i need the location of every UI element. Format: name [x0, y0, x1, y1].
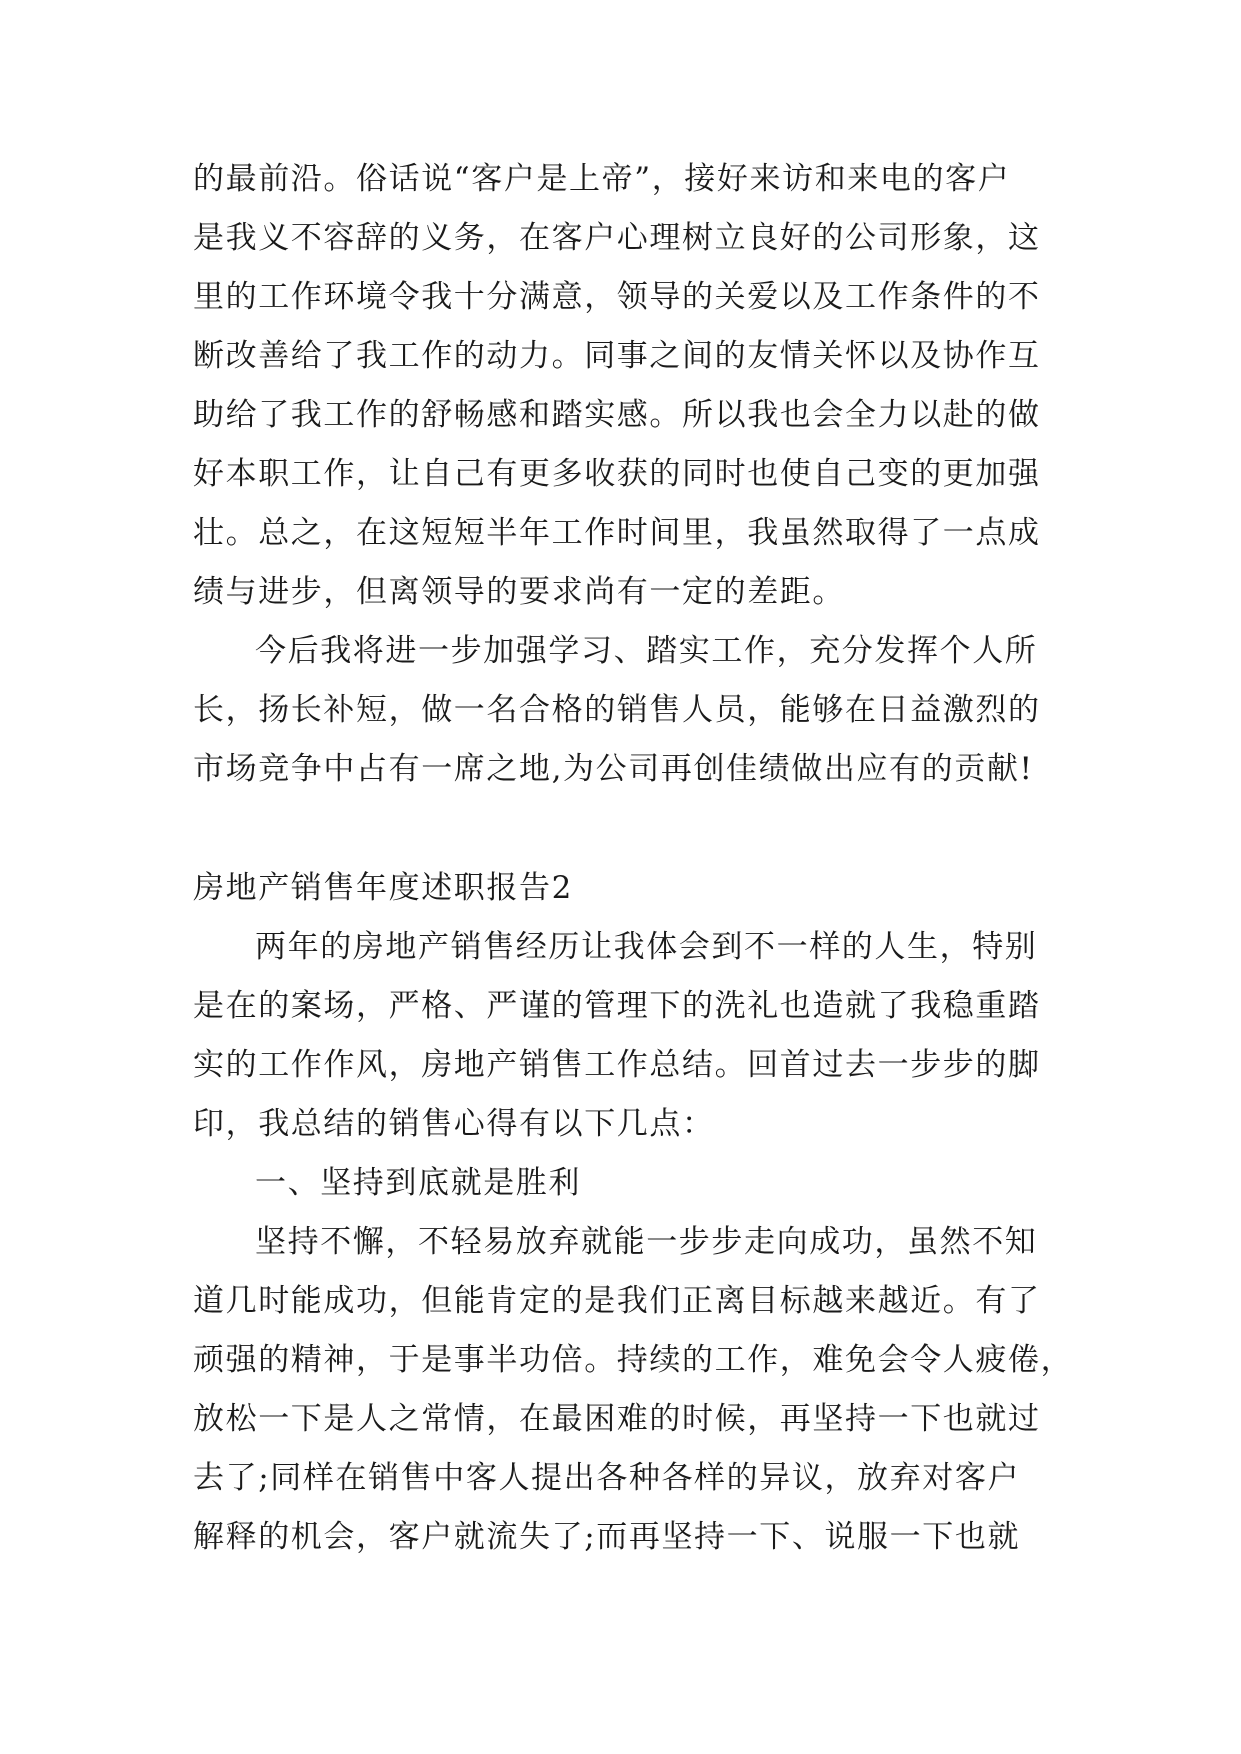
- text-line: 顽强的精神，于是事半功倍。持续的工作，难免会令人疲倦，: [193, 1342, 1074, 1378]
- subheading: 一、坚持到底就是胜利: [255, 1165, 581, 1201]
- text-line: 是在的案场，严格、严谨的管理下的洗礼也造就了我稳重踏: [193, 988, 1041, 1024]
- text-line: 里的工作环境令我十分满意，领导的关爱以及工作条件的不: [193, 279, 1041, 315]
- text-line: 道几时能成功，但能肯定的是我们正离目标越来越近。有了: [193, 1283, 1041, 1319]
- text-line: 坚持不懈，不轻易放弃就能一步步走向成功，虽然不知: [255, 1224, 1038, 1260]
- section-title: 房地产销售年度述职报告2: [193, 870, 573, 906]
- text-line: 实的工作作风，房地产销售工作总结。回首过去一步步的脚: [193, 1047, 1041, 1083]
- text-line: 放松一下是人之常情，在最困难的时候，再坚持一下也就过: [193, 1401, 1041, 1437]
- section-spacer: [193, 799, 1053, 859]
- text-line: 解释的机会，客户就流失了;而再坚持一下、说服一下也就: [193, 1519, 1021, 1555]
- document-body: [193, 150, 1074, 1567]
- paragraph-intro: [193, 918, 1053, 1154]
- text-line: 的最前沿。俗话说“客户是上帝”，接好来访和来电的客户: [193, 161, 1011, 197]
- text-line: 今后我将进一步加强学习、踏实工作，充分发挥个人所: [255, 633, 1038, 669]
- text-line: 长，扬长补短，做一名合格的销售人员，能够在日益激烈的: [193, 692, 1041, 728]
- text-line: 印，我总结的销售心得有以下几点：: [193, 1106, 715, 1142]
- text-line: 好本职工作，让自己有更多收获的同时也使自己变的更加强: [193, 456, 1041, 492]
- text-line: 去了;同样在销售中客人提出各种各样的异议，放弃对客户: [193, 1460, 1021, 1496]
- text-line: 助给了我工作的舒畅感和踏实感。所以我也会全力以赴的做: [193, 397, 1041, 433]
- text-line: 是我义不容辞的义务，在客户心理树立良好的公司形象，这: [193, 220, 1041, 256]
- paragraph-persistence: [193, 1213, 1074, 1567]
- text-line: 壮。总之，在这短短半年工作时间里，我虽然取得了一点成: [193, 515, 1041, 551]
- paragraph-closing: [193, 622, 1053, 799]
- text-line: 断改善给了我工作的动力。同事之间的友情关怀以及协作互: [193, 338, 1041, 374]
- text-line: 绩与进步，但离领导的要求尚有一定的差距。: [193, 574, 845, 610]
- text-line: 两年的房地产销售经历让我体会到不一样的人生，特别: [255, 929, 1038, 965]
- paragraph-continuation: [193, 150, 1053, 622]
- text-line: 市场竞争中占有一席之地,为公司再创佳绩做出应有的贡献!: [193, 751, 1034, 787]
